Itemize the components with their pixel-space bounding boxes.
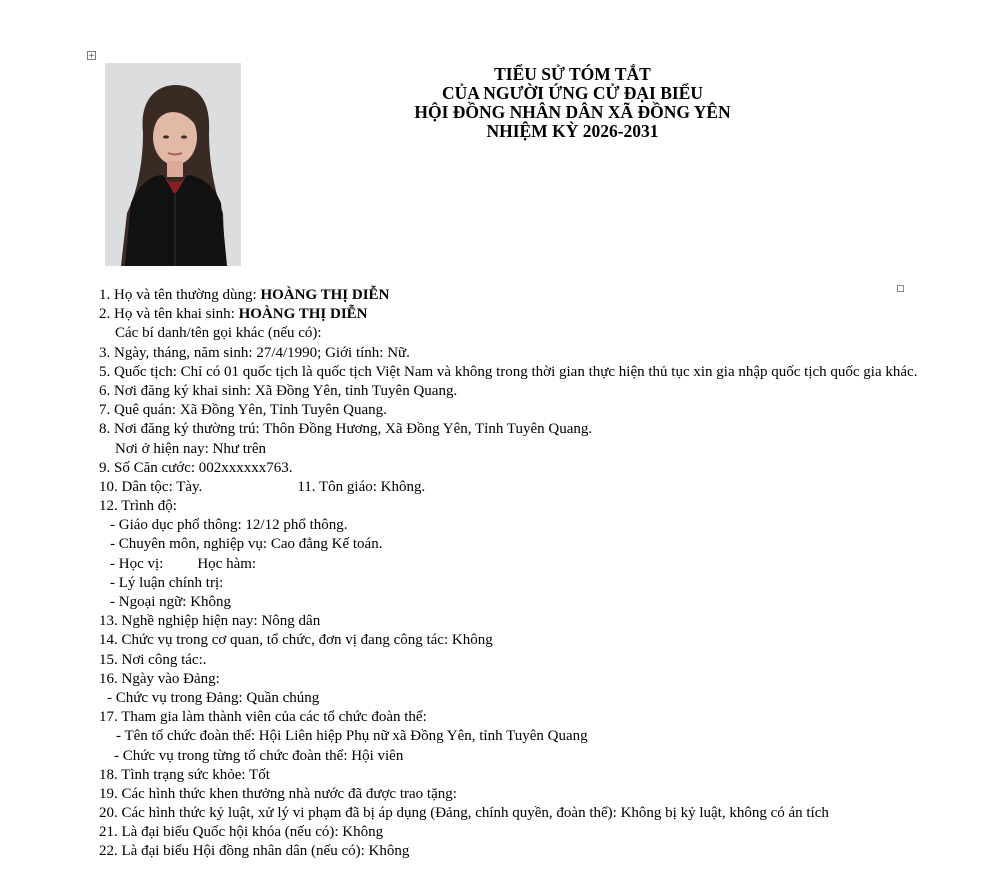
title-line-1: TIỂU SỬ TÓM TẮT	[494, 64, 651, 84]
organization-name-line: - Tên tổ chức đoàn thể: Hội Liên hiệp Phụ nữ xã Đồng Yên, tỉnh Tuyên Quang	[116, 728, 588, 745]
birth-name-line: 2. Họ và tên khai sinh: HOÀNG THỊ DIỄN	[99, 306, 368, 323]
current-residence-line: Nơi ở hiện nay: Như trên	[115, 440, 267, 457]
portrait-photo	[105, 63, 241, 266]
birth-registration-line: 6. Nơi đăng ký khai sinh: Xã Đồng Yên, tỉnh Tuyên Quang.	[99, 382, 458, 399]
title-line-3: HỘI ĐỒNG NHÂN DÂN XÃ ĐỒNG YÊN	[414, 102, 731, 122]
party-position-line: - Chức vụ trong Đảng: Quần chúng	[107, 689, 320, 706]
health-line: 18. Tình trạng sức khỏe: Tốt	[99, 766, 270, 783]
birthdate-gender-line: 3. Ngày, tháng, năm sinh: 27/4/1990; Giới tính: Nữ.	[99, 344, 410, 361]
id-number-line: 9. Số Căn cước: 002xxxxxx763.	[99, 459, 293, 476]
position-line: 14. Chức vụ trong cơ quan, tổ chức, đơn vị đang công tác: Không	[99, 632, 493, 649]
aliases-line: Các bí danh/tên gọi khác (nếu có):	[115, 325, 322, 342]
common-name-line: 1. Họ và tên thường dùng: HOÀNG THỊ DIỄN	[99, 287, 390, 303]
profile-body	[99, 286, 937, 862]
religion: 11. Tôn giáo: Không.	[297, 478, 426, 495]
occupation-line: 13. Nghề nghiệp hiện nay: Nông dân	[99, 613, 321, 630]
workplace-line: 15. Nơi công tác:.	[99, 651, 207, 668]
permanent-residence-line: 8. Nơi đăng ký thường trú: Thôn Đồng Hương, Xã Đồng Yên, Tỉnh Tuyên Quang.	[99, 421, 593, 438]
awards-line: 19. Các hình thức khen thưởng nhà nước đã được trao tặng:	[99, 785, 457, 802]
peoples-council-line: 22. Là đại biểu Hội đồng nhân dân (nếu có): Không	[99, 843, 410, 860]
degree-title-line: - Học vị: Học hàm:	[110, 555, 257, 572]
document-title	[380, 65, 765, 141]
national-assembly-line: 21. Là đại biểu Quốc hội khóa (nếu có): Không	[99, 824, 384, 841]
ethnicity-religion-line	[99, 478, 937, 497]
general-education-line: - Giáo dục phổ thông: 12/12 phổ thông.	[110, 517, 348, 534]
nationality-line: 5. Quốc tịch: Chỉ có 01 quốc tịch là quốc tịch Việt Nam và không trong thời gian thực hiện thủ tục xin gia nhập quốc tịch quốc gia khác.	[99, 363, 918, 380]
title-line-2: CỦA NGƯỜI ỨNG CỬ ĐẠI BIỂU	[441, 83, 704, 103]
hometown-line: 7. Quê quán: Xã Đồng Yên, Tỉnh Tuyên Quang.	[99, 402, 387, 419]
common-name-value: HOÀNG THỊ DIỄN	[260, 287, 390, 303]
foreign-language-line: - Ngoại ngữ: Không	[110, 594, 232, 611]
discipline-line: 20. Các hình thức kỷ luật, xử lý vi phạm đã bị áp dụng (Đảng, chính quyền, đoàn thể): Không bị kỷ luật, không có án tích	[99, 805, 829, 822]
education-heading: 12. Trình độ:	[99, 498, 177, 515]
organization-role-line: - Chức vụ trong từng tổ chức đoàn thể: Hội viên	[114, 747, 404, 764]
party-join-line: 16. Ngày vào Đảng:	[99, 670, 220, 687]
professional-line: - Chuyên môn, nghiệp vụ: Cao đẳng Kế toán.	[110, 536, 383, 553]
ethnicity: 10. Dân tộc: Tày.	[99, 478, 203, 495]
political-theory-line: - Lý luận chính trị:	[110, 574, 224, 591]
title-line-4: NHIỆM KỲ 2026-2031	[486, 121, 659, 141]
table-move-handle[interactable]: +	[88, 51, 95, 60]
organizations-heading: 17. Tham gia làm thành viên của các tổ chức đoàn thể:	[99, 709, 427, 726]
birth-name-value: HOÀNG THỊ DIỄN	[238, 306, 368, 323]
